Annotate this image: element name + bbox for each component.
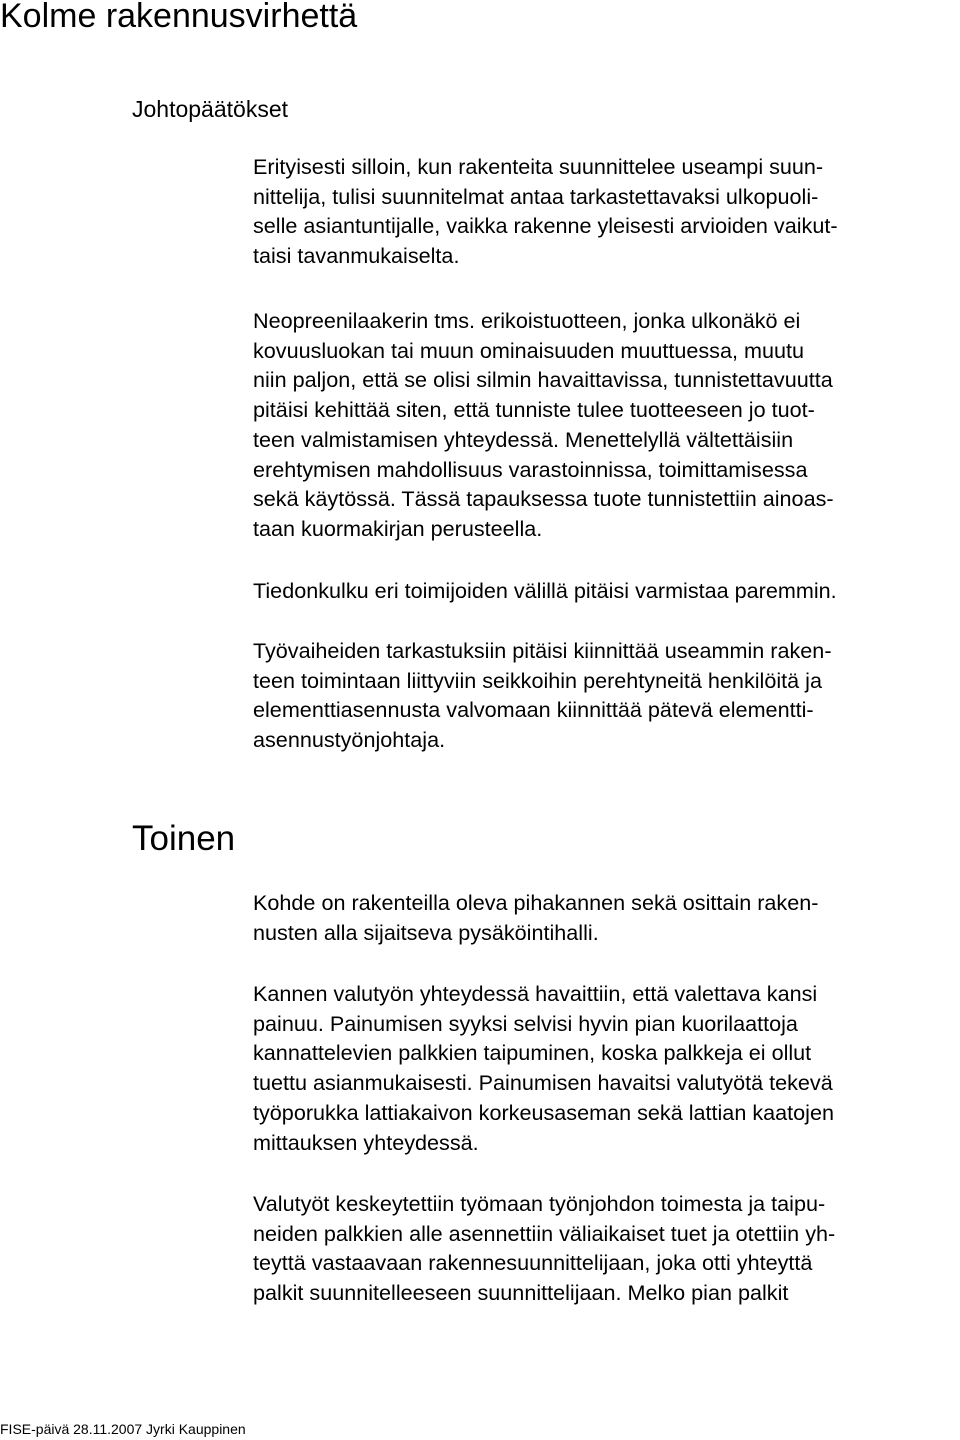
paragraph-work-suspended: [253, 1189, 835, 1308]
paragraph-external-review: [253, 152, 838, 271]
text-line: Työvaiheiden tarkastuksiin pitäisi kiinnittää useammin raken-: [253, 638, 832, 663]
text-line: sekä käytössä. Tässä tapauksessa tuote tunnistettiin ainoas-: [253, 486, 834, 512]
page-footer: FISE-päivä 28.11.2007 Jyrki Kauppinen: [0, 1421, 246, 1437]
text-line: kannattelevien palkkien taipuminen, koska palkkeja ei ollut: [253, 1040, 812, 1066]
text-line: tuettu asianmukaisesti. Painumisen havaitsi valutyötä tekevä: [253, 1070, 833, 1096]
text-line: palkit suunnitelleeseen suunnittelijaan. Melko pian palkit: [253, 1280, 789, 1306]
text-line: Kannen valutyön yhteydessä havaittiin, että valettava kansi: [253, 981, 818, 1006]
text-line: nittelija, tulisi suunnitelmat antaa tarkastettavaksi ulkopuoli-: [253, 183, 819, 209]
conclusions-heading: Johtopäätökset: [132, 96, 289, 122]
text-line: Neopreenilaakerin tms. erikoistuotteen, jonka ulkonäkö ei: [253, 308, 801, 333]
text-line: nusten alla sijaitseva pysäköintihalli.: [253, 919, 599, 945]
paragraph-site-description: [253, 888, 818, 947]
text-line: teen valmistamisen yhteydessä. Menettelyllä vältettäisiin: [253, 426, 794, 452]
text-line: teen toimintaan liittyviin seikkoihin perehtyneitä henkilöitä ja: [253, 667, 822, 693]
text-line: Kohde on rakenteilla oleva pihakannen sekä osittain raken-: [253, 890, 819, 915]
text-line: taisi tavanmukaiselta.: [253, 243, 460, 269]
text-line: kovuusluokan tai muun ominaisuuden muuttuessa, muutu: [253, 337, 804, 363]
paragraph-work-inspections: [253, 636, 832, 755]
text-line: erehtymisen mahdollisuus varastoinnissa, toimittamisessa: [253, 456, 808, 482]
text-line: teyttä vastaavaan rakennesuunnittelijaan, joka otti yhteyttä: [253, 1250, 813, 1276]
section-heading-second: Toinen: [132, 819, 236, 858]
paragraph-neoprene-bearing: [253, 306, 834, 544]
text-line: taan kuormakirjan perusteella.: [253, 515, 543, 541]
text-line: pitäisi kehittää siten, että tunniste tulee tuotteeseen jo tuot-: [253, 397, 815, 423]
paragraph-information-flow: [253, 576, 837, 606]
text-line: mittauksen yhteydessä.: [253, 1129, 479, 1155]
text-line: Tiedonkulku eri toimijoiden välillä pitäisi varmistaa paremmin.: [253, 578, 837, 603]
text-line: asennustyönjohtaja.: [253, 727, 446, 753]
text-line: elementtiasennusta valvomaan kiinnittää pätevä elementti-: [253, 697, 814, 723]
page-title: Kolme rakennusvirhettä: [0, 0, 358, 35]
text-line: neiden palkkien alle asennettiin väliaikaiset tuet ja otettiin yh-: [253, 1220, 836, 1246]
text-line: Valutyöt keskeytettiin työmaan työnjohdon toimesta ja taipu-: [253, 1191, 826, 1216]
paragraph-deck-sagging: [253, 979, 834, 1157]
text-line: Erityisesti silloin, kun rakenteita suunnittelee useampi suun-: [253, 154, 824, 179]
text-line: selle asiantuntijalle, vaikka rakenne yleisesti arvioiden vaikut-: [253, 213, 838, 239]
text-line: niin paljon, että se olisi silmin havaittavissa, tunnistettavuutta: [253, 367, 833, 393]
text-line: painuu. Painumisen syyksi selvisi hyvin pian kuorilaattoja: [253, 1010, 798, 1036]
text-line: työporukka lattiakaivon korkeusaseman sekä lattian kaatojen: [253, 1099, 834, 1125]
